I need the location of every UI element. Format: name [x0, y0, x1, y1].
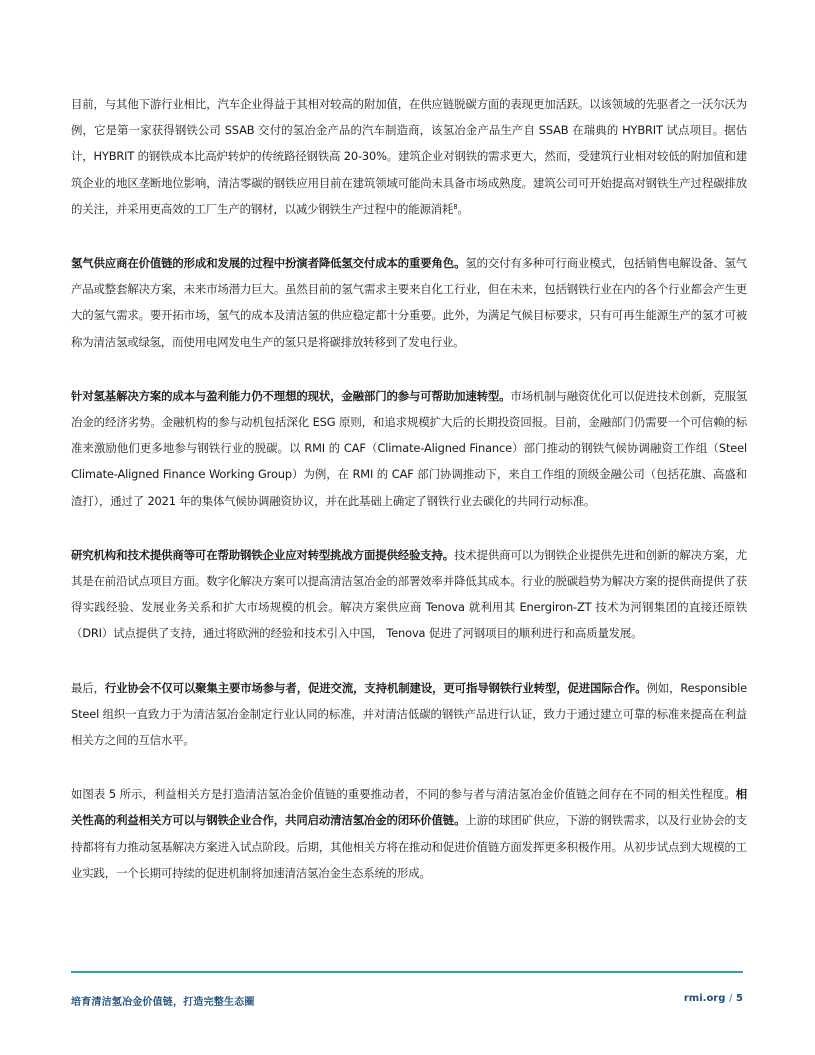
paragraph-bold: 行业协会不仅可以聚集主要市场参与者，促进交流，支持机制建设，更可指导钢铁行业转型，促进国际合作。	[104, 680, 647, 695]
paragraph-text: 市场机制与融资优化可以促进技术创新，克服氢冶金的经济劣势。金融机构的参与动机包括深化 ESG 原则，和追求规模扩大后的长期投资回报。目前，金融部门仍需要一个可信赖的标准来激励他们更多地参与钢铁行业的脱碳。以 RMI 的 CAF（Climate-Aligned Finance）部门推动的钢铁气候协调融资工作组（Steel Climate-Aligned Finance Working Group）为例，在 RMI 的 CAF 部门协调推动下，来自工作组的顶级金融公司（包括花旗、高盛和渣打），通过了 2021 年的集体气候协调融资协议，并在此基础上确定了钢铁行业去碳化的共同行动标准。	[71, 388, 748, 508]
paragraph-text: 最后，	[71, 680, 105, 695]
footer-site-link[interactable]: rmi.org	[683, 993, 726, 1004]
footer-page-info	[684, 993, 743, 1004]
paragraph-text: 。	[457, 201, 469, 216]
paragraph-lead-bold: 针对氢基解决方案的成本与盈利能力仍不理想的现状，金融部门的参与可帮助加速转型。	[71, 388, 511, 403]
paragraph-4	[71, 542, 747, 647]
paragraph-lead-bold: 氢气供应商在价值链的形成和发展的过程中扮演者降低氢交付成本的重要角色。	[71, 256, 466, 271]
paragraph-text: 氢的交付有多种可行商业模式，包括销售电解设备、氢气产品或整套解决方案，未来市场潜力巨大。虽然目前的氢气需求主要来自化工行业，但在未来，包括钢铁行业在内的各个行业都会产生更大的氢气需求。要开拓市场，氢气的成本及清洁氢的供应稳定都十分重要。此外，为满足气候目标要求，只有可再生能源生产的氢才可被称为清洁氢或绿氢，而使用电网发电生产的氢只是将碳排放转移到了发电行业。	[71, 256, 747, 349]
paragraph-text: 上游的球团矿供应，下游的钢铁需求，以及行业协会的支持都将有力推动氢基解决方案进入试点阶段。后期，其他相关方将在推动和促进价值链方面发挥更多积极作用。从初步试点到大规模的工业实践，一个长期可持续的促进机制将加速清洁氢冶金生态系统的形成。	[71, 813, 747, 880]
page-number: 5	[736, 993, 743, 1004]
paragraph-text: 目前，与其他下游行业相比，汽车企业得益于其相对较高的附加值，在供应链脱碳方面的表现更加活跃。以该领域的先驱者之一沃尔沃为例，它是第一家获得钢铁公司 SSAB 交付的氢冶金产品的汽车制造商，该氢冶金产品生产自 SSAB 在瑞典的 HYBRIT 试点项目。据估计，HYBRIT 的钢铁成本比高炉转炉的传统路径钢铁高 20-30%。建筑企业对钢铁的需求更大，然而，受建筑行业相对较低的附加值和建筑企业的地区垄断地位影响，清洁零碳的钢铁应用目前在建筑领域可能尚未具备市场成熟度。建筑公司可开始提高对钢铁生产过程碳排放的关注，并采用更高效的工厂生产的钢材，以减少钢铁生产过程中的能源消耗	[71, 97, 747, 216]
paragraph-1	[71, 91, 747, 222]
body-content	[71, 91, 747, 914]
paragraph-lead-bold: 研究机构和技术提供商等可在帮助钢铁企业应对转型挑战方面提供经验支持。	[71, 547, 455, 562]
paragraph-6	[71, 781, 747, 886]
paragraph-text: 例如，Responsible Steel 组织一直致力于为清洁氢冶金制定行业认同的标准，并对清洁低碳的钢铁产品进行认证，致力于通过建立可靠的标准来提高在利益相关方之间的互信水平。	[71, 680, 747, 748]
paragraph-2	[71, 250, 747, 355]
paragraph-3	[71, 383, 747, 514]
paragraph-text: 技术提供商可以为钢铁企业提供先进和创新的解决方案，尤其是在前沿试点项目方面。数字化解决方案可以提高清洁氢冶金的部署效率并降低其成本。行业的脱碳趋势为解决方案的提供商提供了获得实践经验、发展业务关系和扩大市场规模的机会。解决方案供应商 Tenova 就利用其 Energiron-ZT 技术为河钢集团的直接还原铁（DRI）试点提供了支持，通过将欧洲的经验和技术引入中国， Tenova 促进了河钢项目的顺利进行和高质量发展。	[71, 547, 747, 641]
footer-separator: /	[728, 993, 733, 1004]
paragraph-5	[71, 675, 747, 754]
footer-title: 培育清洁氢冶金价值链，打造完整生态圈	[71, 997, 255, 1008]
paragraph-text: 如图表 5 所示，利益相关方是打造清洁氢冶金价值链的重要推动者，不同的参与者与清洁氢冶金价值链之间存在不同的相关性程度。	[71, 787, 736, 802]
paragraph-bold: 相关性高的利益相关方可以与钢铁企业合作，共同启动清洁氢冶金的闭环价值链。	[71, 787, 747, 828]
footer-divider	[71, 971, 743, 973]
footnote-reference[interactable]: 8	[453, 202, 458, 211]
